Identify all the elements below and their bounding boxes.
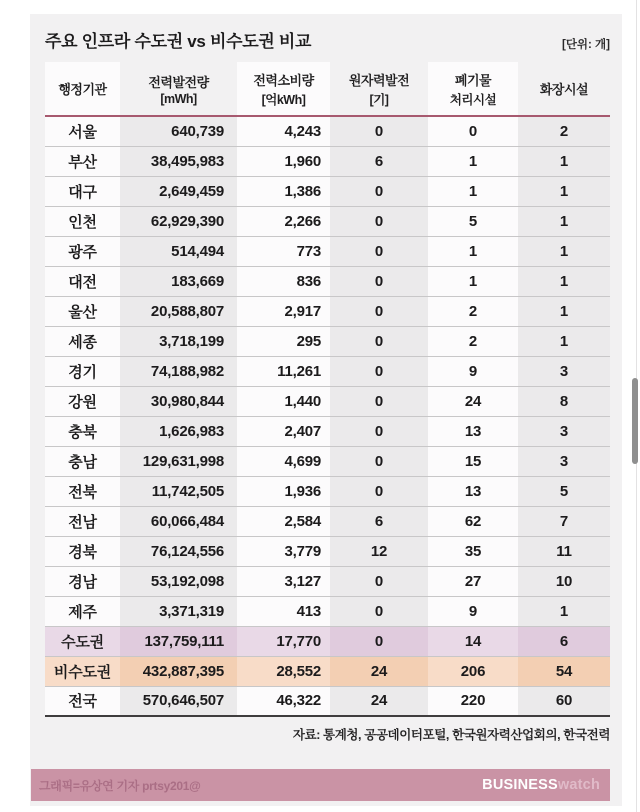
col-header-label: 폐기물 [454,72,492,88]
region-cell: 수도권 [45,626,120,656]
value-cell: 1,386 [237,176,330,206]
value-cell: 1,440 [237,386,330,416]
value-cell: 38,495,983 [120,146,237,176]
value-cell: 62 [428,506,518,536]
value-cell: 0 [330,566,428,596]
table-row [45,596,610,626]
value-cell: 11 [518,536,610,566]
value-cell: 5 [428,206,518,236]
value-cell: 0 [330,326,428,356]
page-title: 주요 인프라 수도권 vs 비수도권 비교 [45,32,312,51]
region-cell: 충북 [45,416,120,446]
value-cell: 432,887,395 [120,656,237,686]
businesswatch-logo [482,777,600,793]
footer-bar [31,769,610,801]
value-cell: 24 [428,386,518,416]
brand-bold-text: BUSINESS [482,777,558,793]
col-header-nuclear [330,62,428,116]
value-cell: 2 [518,116,610,146]
col-header-label: 원자력발전 [348,72,410,88]
value-cell: 12 [330,536,428,566]
region-cell: 서울 [45,116,120,146]
table-row [45,656,610,686]
value-cell: 1 [518,596,610,626]
table-row [45,146,610,176]
infographic-card [30,14,622,806]
value-cell: 3,718,199 [120,326,237,356]
col-header-consumption [237,62,330,116]
value-cell: 1 [428,266,518,296]
scrollbar-thumb[interactable] [632,378,638,464]
col-header-sub: [mWh] [160,91,197,106]
value-cell: 15 [428,446,518,476]
value-cell: 24 [330,686,428,716]
table-row [45,416,610,446]
value-cell: 640,739 [120,116,237,146]
value-cell: 74,188,982 [120,356,237,386]
value-cell: 24 [330,656,428,686]
value-cell: 0 [330,236,428,266]
value-cell: 9 [428,596,518,626]
table-row [45,176,610,206]
value-cell: 0 [330,416,428,446]
value-cell: 13 [428,416,518,446]
value-cell: 206 [428,656,518,686]
value-cell: 2,266 [237,206,330,236]
value-cell: 60,066,484 [120,506,237,536]
region-cell: 인천 [45,206,120,236]
value-cell: 6 [330,506,428,536]
value-cell: 0 [330,206,428,236]
value-cell: 1,626,983 [120,416,237,446]
value-cell: 0 [330,176,428,206]
value-cell: 54 [518,656,610,686]
region-cell: 전북 [45,476,120,506]
value-cell: 2 [428,296,518,326]
value-cell: 14 [428,626,518,656]
value-cell: 1 [518,206,610,236]
value-cell: 0 [330,386,428,416]
region-cell: 광주 [45,236,120,266]
col-header-label: 전력소비량 [253,72,314,88]
table-row [45,206,610,236]
value-cell: 3,371,319 [120,596,237,626]
table-row [45,356,610,386]
value-cell: 11,261 [237,356,330,386]
brand-light-text: watch [557,777,600,793]
region-cell: 대구 [45,176,120,206]
table-row [45,506,610,536]
table-row [45,296,610,326]
value-cell: 13 [428,476,518,506]
value-cell: 1 [518,326,610,356]
region-cell: 비수도권 [45,656,120,686]
value-cell: 0 [330,266,428,296]
region-cell: 전국 [45,686,120,716]
region-cell: 울산 [45,296,120,326]
value-cell: 0 [330,476,428,506]
table-row [45,476,610,506]
table-header [45,62,610,116]
value-cell: 60 [518,686,610,716]
table-row [45,326,610,356]
value-cell: 9 [428,356,518,386]
value-cell: 0 [330,596,428,626]
value-cell: 2,584 [237,506,330,536]
region-cell: 전남 [45,506,120,536]
table-row [45,236,610,266]
value-cell: 514,494 [120,236,237,266]
value-cell: 1 [428,176,518,206]
value-cell: 137,759,111 [120,626,237,656]
value-cell: 17,770 [237,626,330,656]
value-cell: 76,124,556 [120,536,237,566]
value-cell: 129,631,998 [120,446,237,476]
title-row [30,14,622,62]
unit-label: [단위: 개] [561,39,610,51]
value-cell: 8 [518,386,610,416]
value-cell: 3 [518,416,610,446]
col-header-label: 행정기관 [58,81,107,97]
col-header-sub: 처리시설 [449,92,497,107]
value-cell: 53,192,098 [120,566,237,596]
value-cell: 1 [518,266,610,296]
table-row [45,566,610,596]
value-cell: 836 [237,266,330,296]
value-cell: 1 [518,146,610,176]
value-cell: 1 [518,296,610,326]
value-cell: 0 [330,356,428,386]
col-header-label: 화장시설 [539,81,589,97]
table-row [45,386,610,416]
region-cell: 제주 [45,596,120,626]
table-body [45,116,610,716]
value-cell: 3,779 [237,536,330,566]
value-cell: 6 [518,626,610,656]
col-header-admin [45,62,120,116]
value-cell: 1,936 [237,476,330,506]
value-cell: 11,742,505 [120,476,237,506]
region-cell: 경남 [45,566,120,596]
value-cell: 7 [518,506,610,536]
value-cell: 35 [428,536,518,566]
value-cell: 62,929,390 [120,206,237,236]
value-cell: 20,588,807 [120,296,237,326]
region-cell: 대전 [45,266,120,296]
value-cell: 2,649,459 [120,176,237,206]
value-cell: 413 [237,596,330,626]
value-cell: 1 [428,146,518,176]
col-header-sub: [억kWh] [261,92,306,107]
value-cell: 10 [518,566,610,596]
value-cell: 3 [518,446,610,476]
source-note: 자료: 통계청, 공공데이터포털, 한국원자력산업회의, 한국전력 [292,728,610,742]
table-row [45,626,610,656]
value-cell: 6 [330,146,428,176]
col-header-sub: [기] [369,92,389,107]
value-cell: 0 [330,296,428,326]
col-header-crematorium [518,62,610,116]
value-cell: 2,407 [237,416,330,446]
value-cell: 27 [428,566,518,596]
value-cell: 3 [518,356,610,386]
region-cell: 경기 [45,356,120,386]
region-cell: 세종 [45,326,120,356]
region-cell: 충남 [45,446,120,476]
region-cell: 경북 [45,536,120,566]
value-cell: 0 [330,116,428,146]
credit-text: 그래픽=유상연 기자 prtsy201@ [39,778,201,793]
value-cell: 2,917 [237,296,330,326]
value-cell: 1 [518,236,610,266]
col-header-generation [120,62,237,116]
value-cell: 183,669 [120,266,237,296]
value-cell: 570,646,507 [120,686,237,716]
value-cell: 295 [237,326,330,356]
region-cell: 강원 [45,386,120,416]
value-cell: 4,243 [237,116,330,146]
value-cell: 30,980,844 [120,386,237,416]
col-header-label: 전력발전량 [148,74,209,90]
value-cell: 0 [330,626,428,656]
col-header-waste [428,62,518,116]
value-cell: 2 [428,326,518,356]
value-cell: 46,322 [237,686,330,716]
value-cell: 5 [518,476,610,506]
infra-table [45,62,610,717]
table-row [45,116,610,146]
value-cell: 1 [428,236,518,266]
table-row [45,446,610,476]
region-cell: 부산 [45,146,120,176]
value-cell: 1,960 [237,146,330,176]
value-cell: 0 [330,446,428,476]
value-cell: 28,552 [237,656,330,686]
value-cell: 1 [518,176,610,206]
value-cell: 0 [428,116,518,146]
table-row [45,536,610,566]
value-cell: 773 [237,236,330,266]
table-row [45,686,610,716]
value-cell: 220 [428,686,518,716]
value-cell: 3,127 [237,566,330,596]
table-row [45,266,610,296]
value-cell: 4,699 [237,446,330,476]
